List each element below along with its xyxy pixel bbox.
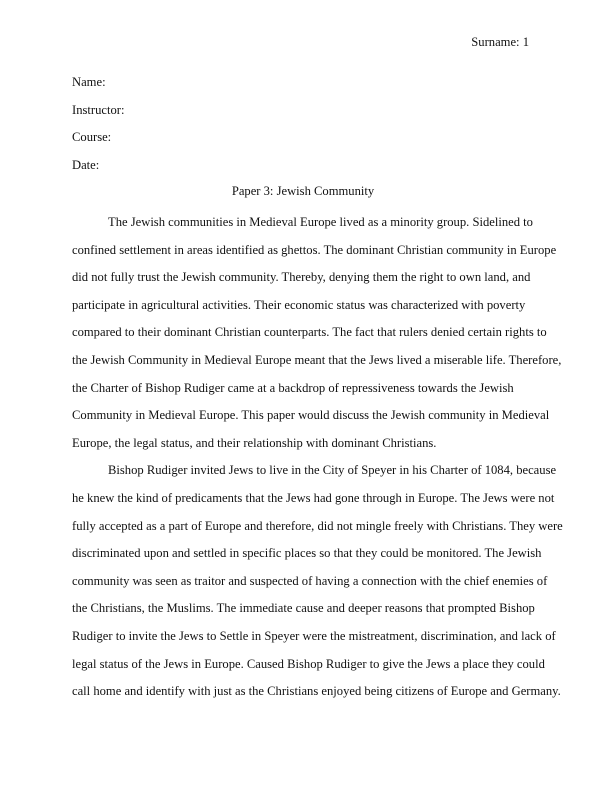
name-label: Name: [72, 75, 106, 89]
heading-block [72, 72, 124, 182]
paper-title: Paper 3: Jewish Community [231, 184, 375, 198]
paragraph-line: the Jewish Community in Medieval Europe meant that the Jews lived a miserable life. Therefore, [72, 352, 562, 367]
instructor-label: Instructor: [72, 102, 125, 117]
paragraph-line: participate in agricultural activities. Their economic status was characterized with poverty [72, 297, 526, 312]
paragraph-line: compared to their dominant Christian counterparts. The fact that rulers denied certain rights to [72, 325, 547, 340]
paragraph-line: Bishop Rudiger invited Jews to live in the City of Speyer in his Charter of 1084, because [108, 463, 557, 478]
paragraph-line: legal status of the Jews in Europe. Caused Bishop Rudiger to give the Jews a place they could [72, 656, 545, 671]
paragraph-line: did not fully trust the Jewish community. Thereby, denying them the right to own land, and [72, 270, 531, 285]
paragraph-line: he knew the kind of predicaments that the Jews had gone through in Europe. The Jews were not [72, 490, 555, 505]
paragraph-line: the Christians, the Muslims. The immediate cause and deeper reasons that prompted Bishop [72, 601, 535, 616]
paragraph-1 [72, 209, 562, 457]
paragraph-line: Rudiger to invite the Jews to Settle in Speyer were the mistreatment, discrimination, and lack of [72, 628, 556, 643]
paragraph-line: discriminated upon and settled in specific places so that they could be monitored. The Jewish [72, 546, 542, 561]
paragraph-line: confined settlement in areas identified as ghettos. The dominant Christian community in Europe [72, 242, 557, 257]
paragraph-line: call home and identify with just as the Christians enjoyed being citizens of Europe and Germany. [72, 684, 561, 699]
paragraph-line: community was seen as traitor and suspected of having a connection with the chief enemies of [72, 573, 548, 588]
paragraph-2 [72, 457, 563, 705]
date-label: Date: [72, 157, 100, 172]
paragraph-line: the Charter of Bishop Rudiger came at a backdrop of repressiveness towards the Jewish [72, 380, 514, 395]
course-label: Course: [72, 130, 112, 145]
paragraph-line: fully accepted as a part of Europe and therefore, did not mingle freely with Christians. They were [72, 518, 563, 533]
paragraph-line: Europe, the legal status, and their relationship with dominant Christians. [72, 435, 437, 450]
body-text [72, 209, 563, 706]
running-head: Surname: 1 [471, 35, 529, 49]
paragraph-line: The Jewish communities in Medieval Europe lived as a minority group. Sidelined to [108, 215, 533, 229]
paragraph-line: Community in Medieval Europe. This paper would discuss the Jewish community in Medieval [72, 408, 550, 423]
